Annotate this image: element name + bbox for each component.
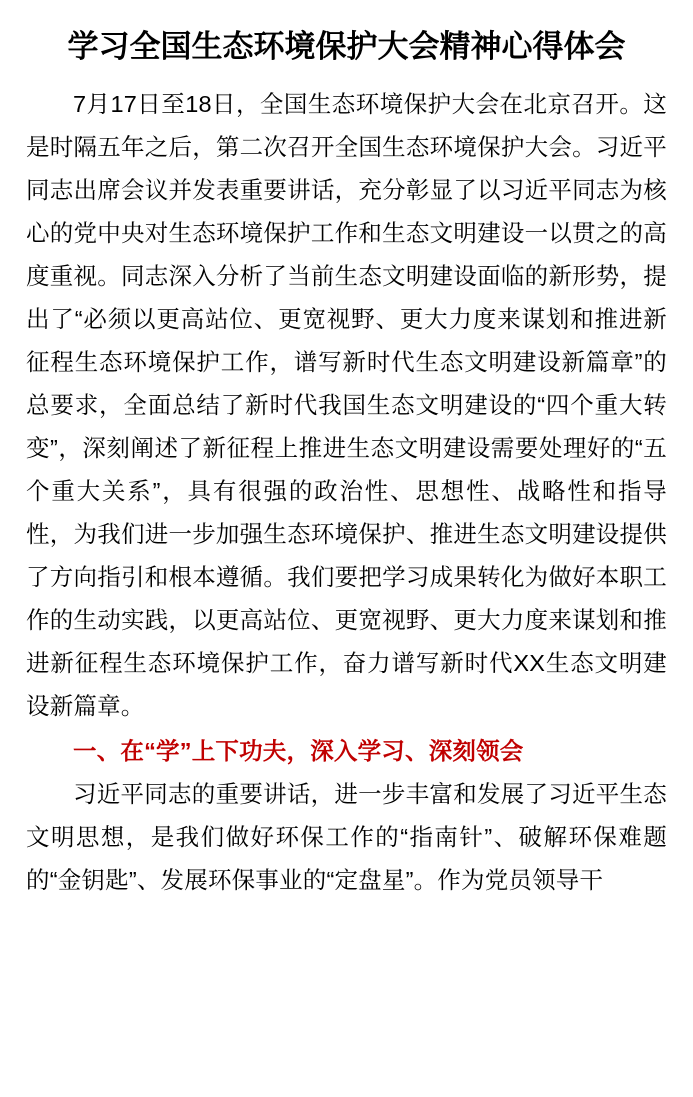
section-heading-1: 一、在“学”上下功夫，深入学习、深刻领会	[73, 737, 524, 764]
page-title: 学习全国生态环境保护大会精神心得体会	[67, 29, 626, 64]
body-paragraph-1: 7月17日至18日，全国生态环境保护大会在北京召开。这是时隔五年之后，第二次召开全国生态环境保护大会。习近平同志出席会议并发表重要讲话，充分彰显了以习近平同志为核心的党中央对生态环境保护工作和生态文明建设一以贯之的高度重视。同志深入分析了当前生态文明建设面临的新形势，提出了“必须以更高站位、更宽视野、更大力度来谋划和推进新征程生态环境保护工作，谱写新时代生态文明建设新篇章”的总要求，全面总结了新时代我国生态文明建设的“四个重大转变”，深刻阐述了新征程上推进生态文明建设需要处理好的“五个重大关系”，具有很强的政治性、思想性、战略性和指导性，为我们进一步加强生态环境保护、推进生态文明建设提供了方向指引和根本遵循。我们要把学习成果转化为做好本职工作的生动实践，以更高站位、更宽视野、更大力度来谋划和推进新征程生态环境保护工作，奋力谱写新时代XX生态文明建设新篇章。	[26, 90, 667, 719]
body-paragraph-2: 习近平同志的重要讲话，进一步丰富和发展了习近平生态文明思想，是我们做好环保工作的“指南针”、破解环保难题的“金钥匙”、发展环保事业的“定盘星”。作为党员领导干	[26, 780, 667, 893]
